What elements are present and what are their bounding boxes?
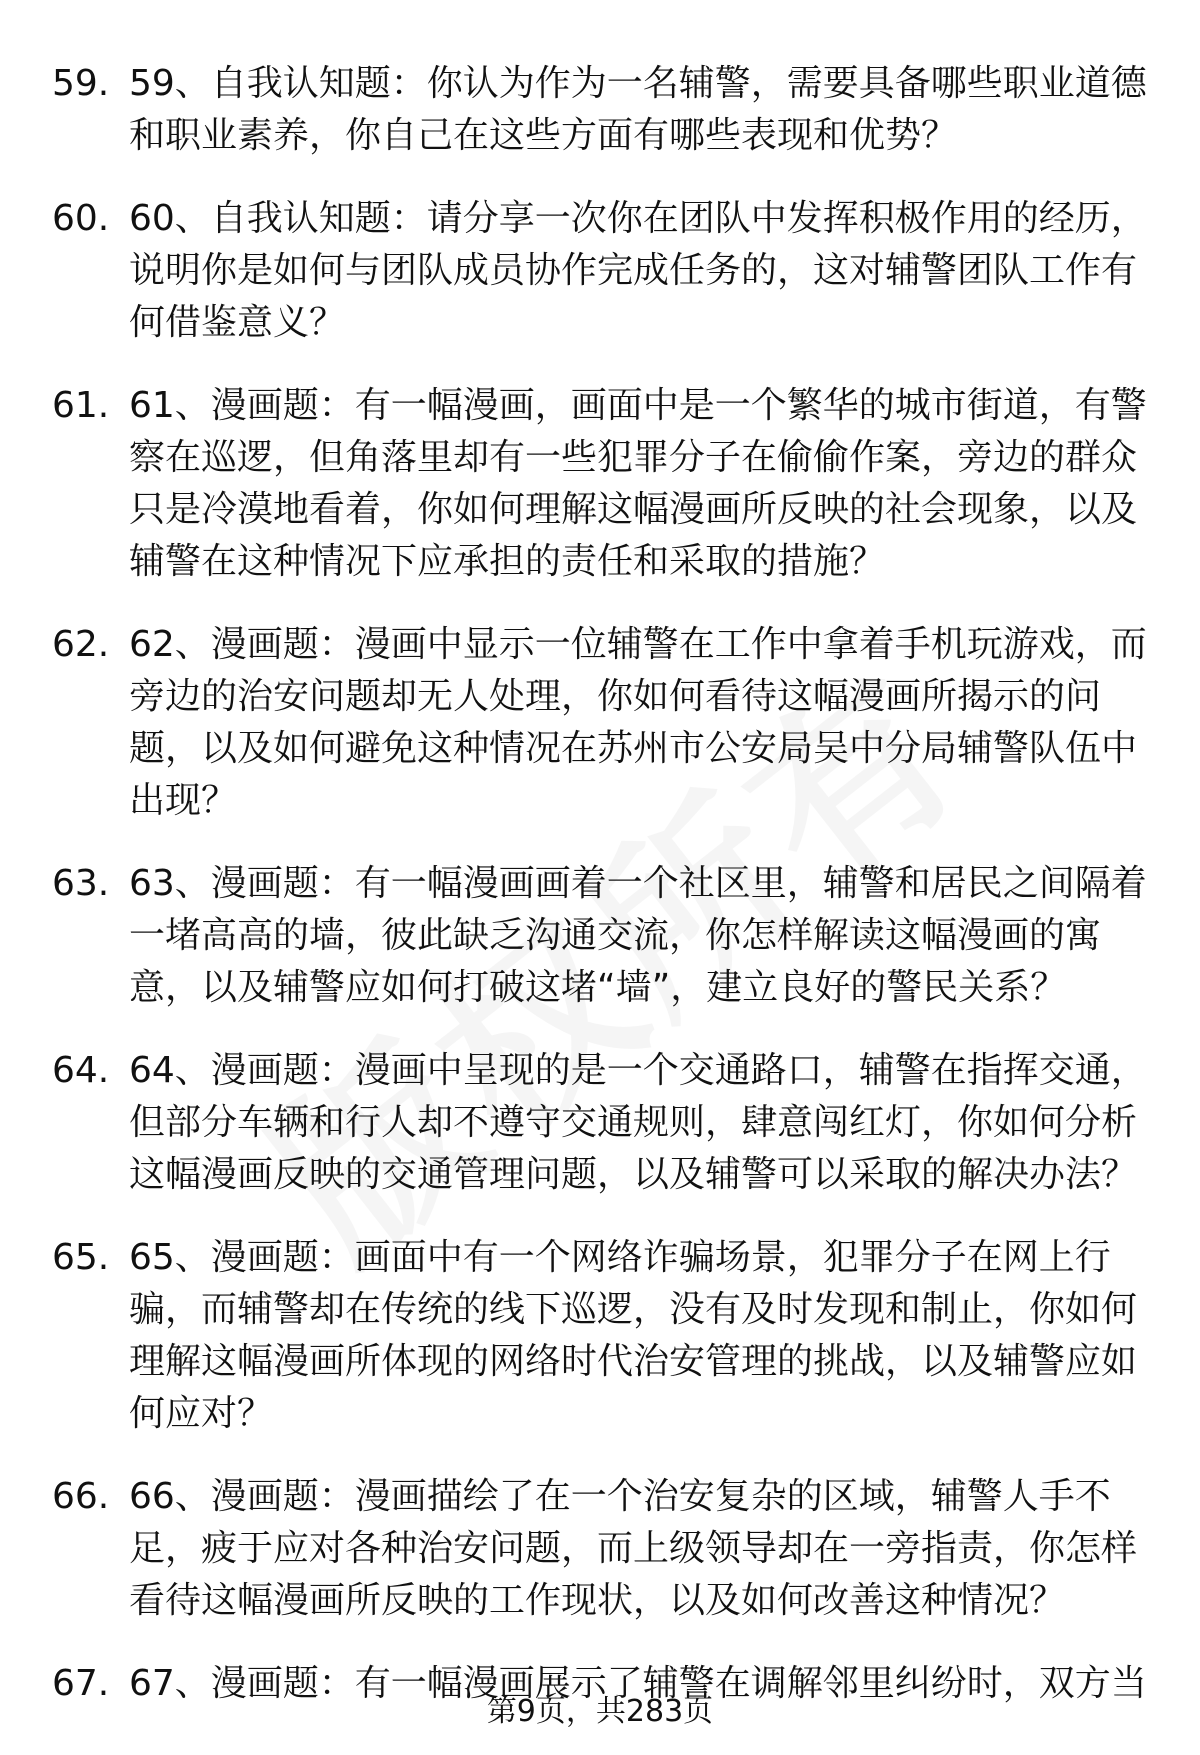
question-list — [52, 58, 1152, 1741]
item-number: 64. — [52, 1050, 110, 1091]
item-number: 59. — [52, 63, 110, 104]
item-number: 60. — [52, 198, 110, 239]
list-item — [52, 619, 1152, 827]
item-text: 66、漫画题：漫画描绘了在一个治安复杂的区域，辅警人手不足，疲于应对各种治安问题，而上级领导却在一旁指责，你怎样看待这幅漫画所反映的工作现状，以及如何改善这种情况？ — [129, 1476, 1138, 1621]
item-number: 65. — [52, 1237, 110, 1278]
list-item — [52, 380, 1152, 588]
item-text: 62、漫画题：漫画中显示一位辅警在工作中拿着手机玩游戏，而旁边的治安问题却无人处理，你如何看待这幅漫画所揭示的问题，以及如何避免这种情况在苏州市公安局吴中分局辅警队伍中出现？ — [129, 624, 1147, 821]
item-number: 61. — [52, 385, 110, 426]
list-item — [52, 1471, 1152, 1627]
item-text: 59、自我认知题：你认为作为一名辅警，需要具备哪些职业道德和职业素养，你自己在这些方面有哪些表现和优势？ — [129, 63, 1147, 156]
item-text: 63、漫画题：有一幅漫画画着一个社区里，辅警和居民之间隔着一堵高高的墙，彼此缺乏沟通交流，你怎样解读这幅漫画的寓意，以及辅警应如何打破这堵“墙”，建立良好的警民关系？ — [129, 863, 1147, 1008]
item-text: 64、漫画题：漫画中呈现的是一个交通路口，辅警在指挥交通，但部分车辆和行人却不遵守交通规则，肆意闯红灯，你如何分析这幅漫画反映的交通管理问题，以及辅警可以采取的解决办法？ — [129, 1050, 1147, 1195]
list-item — [52, 58, 1152, 162]
list-item — [52, 1045, 1152, 1201]
item-number: 66. — [52, 1476, 110, 1517]
item-text: 65、漫画题：画面中有一个网络诈骗场景，犯罪分子在网上行骗，而辅警却在传统的线下巡逻，没有及时发现和制止，你如何理解这幅漫画所体现的网络时代治安管理的挑战，以及辅警应如何应对？ — [129, 1237, 1138, 1434]
page-number: 第9页，共283页 — [486, 1694, 714, 1729]
item-text: 67、漫画题：有一幅漫画展示了辅警在调解邻里纠纷时，双方当 — [129, 1663, 1147, 1704]
item-number: 63. — [52, 863, 110, 904]
item-text: 61、漫画题：有一幅漫画，画面中是一个繁华的城市街道，有警察在巡逻，但角落里却有一些犯罪分子在偷偷作案，旁边的群众只是冷漠地看着，你如何理解这幅漫画所反映的社会现象，以及辅警在这种情况下应承担的责任和采取的措施？ — [129, 385, 1147, 582]
item-number: 62. — [52, 624, 110, 665]
list-item — [52, 193, 1152, 349]
item-text: 60、自我认知题：请分享一次你在团队中发挥积极作用的经历，说明你是如何与团队成员协作完成任务的，这对辅警团队工作有何借鉴意义？ — [129, 198, 1147, 343]
item-number: 67. — [52, 1663, 110, 1704]
page-footer — [0, 1692, 1200, 1732]
list-item — [52, 858, 1152, 1014]
list-item — [52, 1232, 1152, 1440]
